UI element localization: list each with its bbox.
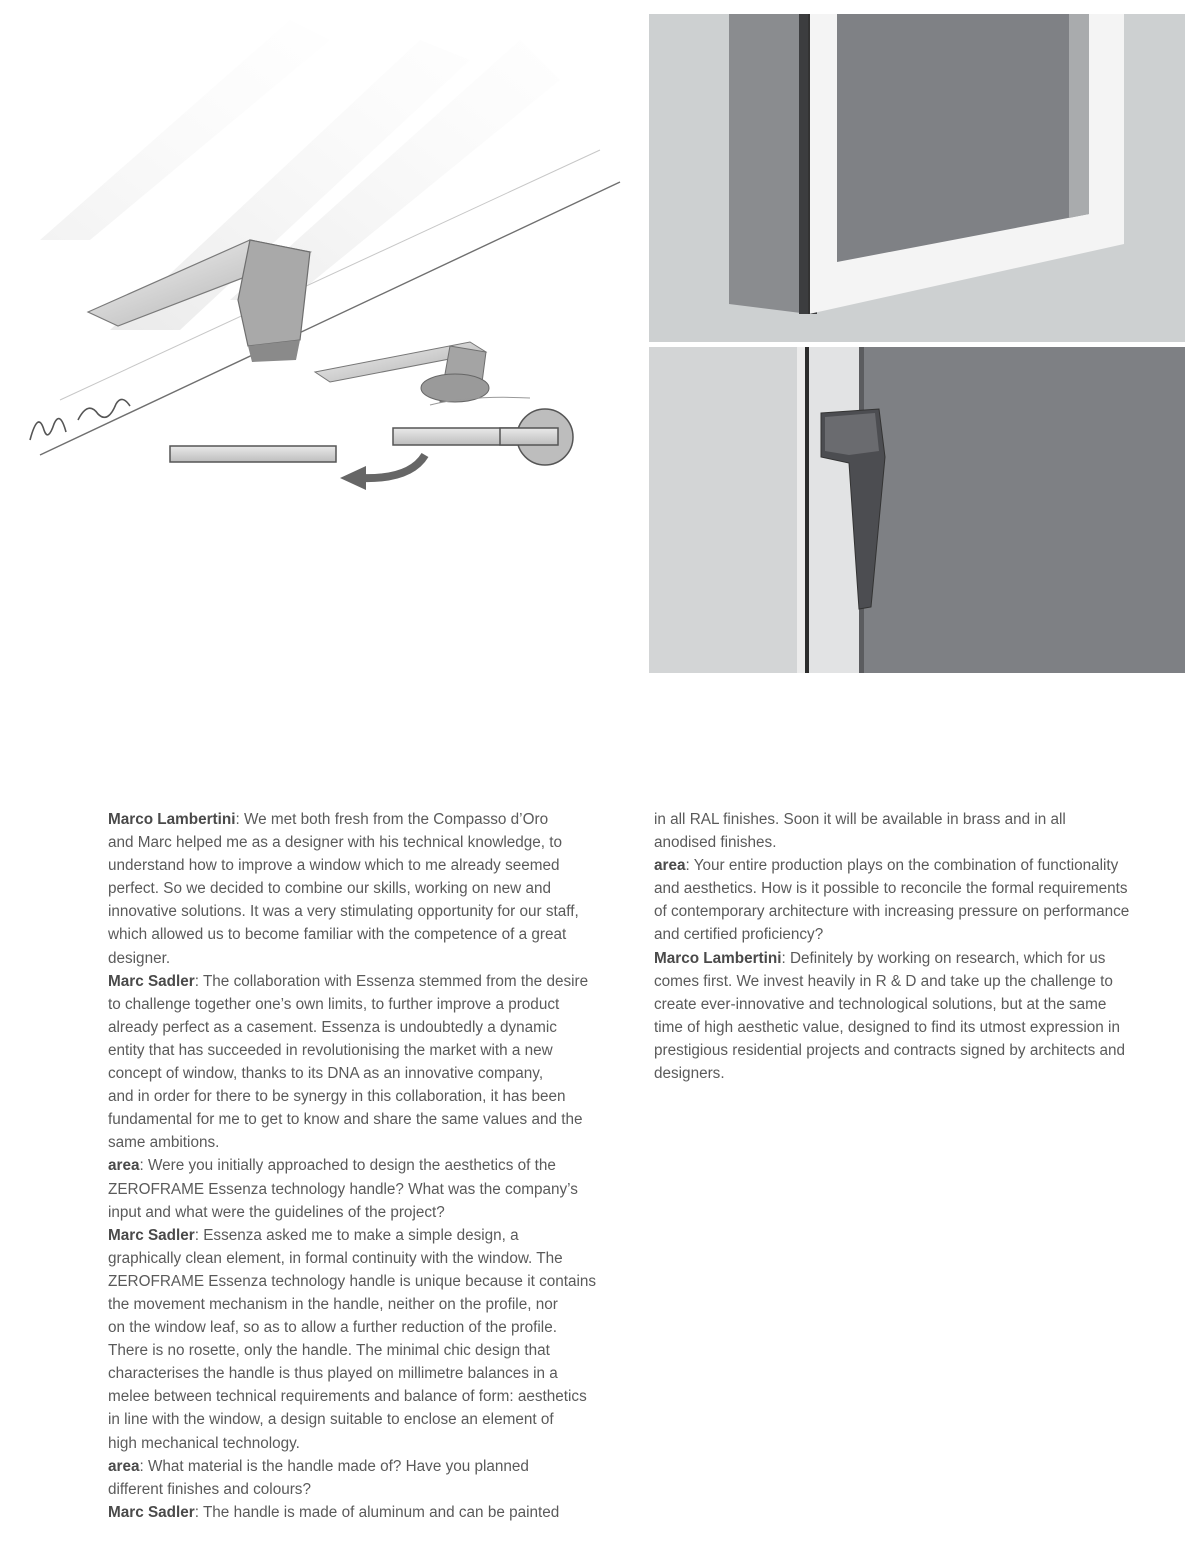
paragraph-line: Marc Sadler: The collaboration with Essenza stemmed from the desire bbox=[108, 972, 589, 990]
paragraph-line: fundamental for me to get to know and share the same values and the bbox=[108, 1111, 583, 1129]
paragraph-line: create ever-innovative and technological solutions, but at the same bbox=[654, 995, 1107, 1013]
article-left-column bbox=[108, 808, 638, 1524]
paragraph-line: on the window leaf, so as to allow a further reduction of the profile. bbox=[108, 1319, 557, 1337]
handle-photo bbox=[649, 347, 1185, 673]
paragraph-line: designer. bbox=[108, 949, 171, 967]
paragraph-line: area: Were you initially approached to design the aesthetics of the bbox=[108, 1157, 556, 1175]
speaker-name: Marco Lambertini bbox=[654, 949, 782, 967]
paragraph-line: and Marc helped me as a designer with his technical knowledge, to bbox=[108, 834, 563, 852]
speaker-name: area bbox=[108, 1157, 140, 1175]
paragraph-line: designers. bbox=[654, 1065, 725, 1083]
paragraph-line: same ambitions. bbox=[108, 1134, 220, 1152]
paragraph-line: innovative solutions. It was a very stimulating opportunity for our staff, bbox=[108, 903, 579, 921]
paragraph-line: area: Your entire production plays on the combination of functionality bbox=[654, 857, 1119, 875]
paragraph-line: prestigious residential projects and contracts signed by architects and bbox=[654, 1041, 1126, 1059]
speaker-name: area bbox=[654, 857, 686, 875]
paragraph-line: high mechanical technology. bbox=[108, 1434, 300, 1452]
paragraph-line: time of high aesthetic value, designed to find its utmost expression in bbox=[654, 1018, 1120, 1036]
paragraph-line: in line with the window, a design suitable to enclose an element of bbox=[108, 1411, 554, 1429]
paragraph-line: area: What material is the handle made of? Have you planned bbox=[108, 1457, 529, 1475]
handle-design-sketch bbox=[0, 0, 640, 520]
paragraph-line: melee between technical requirements and balance of form: aesthetics bbox=[108, 1388, 587, 1406]
paragraph-line: the movement mechanism in the handle, neither on the profile, nor bbox=[108, 1295, 558, 1313]
paragraph-line: perfect. So we decided to combine our skills, working on new and bbox=[108, 880, 551, 898]
paragraph-line: There is no rosette, only the handle. The minimal chic design that bbox=[108, 1342, 550, 1360]
speaker-name: Marco Lambertini bbox=[108, 811, 236, 828]
paragraph-line: ZEROFRAME Essenza technology handle? What was the company’s bbox=[108, 1180, 578, 1198]
paragraph-line: graphically clean element, in formal continuity with the window. The bbox=[108, 1249, 563, 1267]
paragraph-line: entity that has succeeded in revolutionising the market with a new bbox=[108, 1041, 553, 1059]
speaker-name: area bbox=[108, 1457, 140, 1475]
paragraph-line: understand how to improve a window which to me already seemed bbox=[108, 857, 560, 875]
paragraph-line: concept of window, thanks to its DNA as an innovative company, bbox=[108, 1065, 544, 1083]
paragraph-line: different finishes and colours? bbox=[108, 1480, 311, 1498]
window-photo bbox=[649, 14, 1185, 342]
paragraph-line: of contemporary architecture with increasing pressure on performance bbox=[654, 903, 1130, 921]
paragraph-line: to challenge together one’s own limits, to further improve a product bbox=[108, 995, 560, 1013]
paragraph-line: already perfect as a casement. Essenza is undoubtedly a dynamic bbox=[108, 1018, 557, 1036]
paragraph-line: characterises the handle is thus played on millimetre balances in a bbox=[108, 1365, 558, 1383]
paragraph-line: Marco Lambertini: Definitely by working on research, which for us bbox=[654, 949, 1106, 967]
paragraph-line: Marc Sadler: Essenza asked me to make a simple design, a bbox=[108, 1226, 519, 1244]
paragraph-line: anodised finishes. bbox=[654, 834, 777, 852]
paragraph-line: Marc Sadler: The handle is made of aluminum and can be painted bbox=[108, 1503, 560, 1521]
paragraph-line: ZEROFRAME Essenza technology handle is unique because it contains bbox=[108, 1272, 597, 1290]
paragraph-line: and in order for there to be synergy in this collaboration, it has been bbox=[108, 1088, 566, 1106]
paragraph-line: input and what were the guidelines of the project? bbox=[108, 1203, 445, 1221]
paragraph-line: and certified proficiency? bbox=[654, 926, 824, 944]
speaker-name: Marc Sadler bbox=[108, 972, 195, 990]
article-right-column bbox=[654, 808, 1186, 1085]
paragraph-line: which allowed us to become familiar with the competence of a great bbox=[108, 926, 567, 944]
paragraph-line: comes first. We invest heavily in R & D and take up the challenge to bbox=[654, 972, 1113, 990]
speaker-name: Marc Sadler bbox=[108, 1503, 195, 1521]
paragraph-line: Marco Lambertini: We met both fresh from the Compasso d’Oro bbox=[108, 811, 549, 828]
speaker-name: Marc Sadler bbox=[108, 1226, 195, 1244]
paragraph-line: in all RAL finishes. Soon it will be available in brass and in all bbox=[654, 811, 1066, 828]
paragraph-line: and aesthetics. How is it possible to reconcile the formal requirements bbox=[654, 880, 1128, 898]
